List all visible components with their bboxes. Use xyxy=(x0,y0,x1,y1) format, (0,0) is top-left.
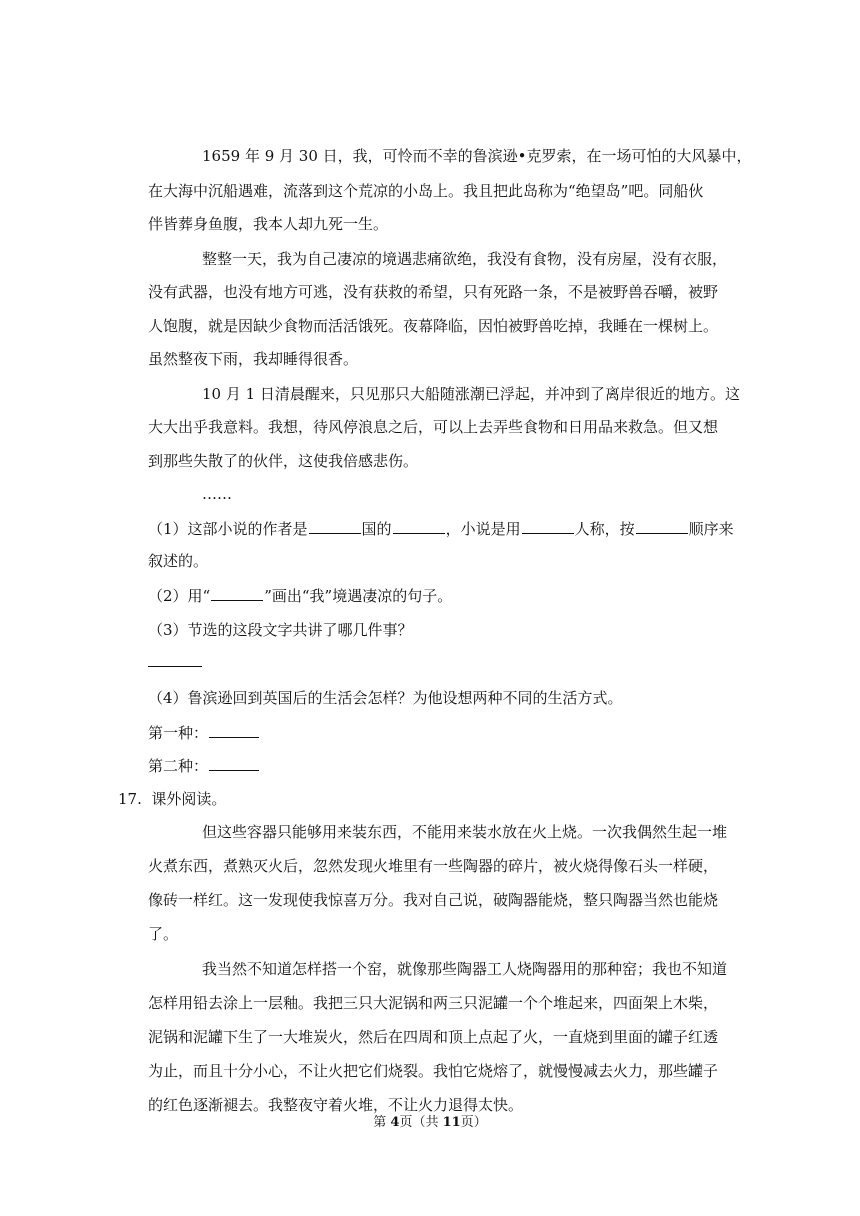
question-4: （4）鲁滨逊回到英国后的生活会怎样？为他设想两种不同的生活方式。 xyxy=(148,689,623,707)
question-2 xyxy=(148,585,452,606)
question-text: （1）这部小说的作者是 xyxy=(148,520,308,538)
passage-line: 大大出乎我意料。我想，待风停浪息之后，可以上去弄些食物和日用品来救急。但又想 xyxy=(148,418,719,436)
question-3: （3）节选的这段文字共讲了哪几件事？ xyxy=(148,621,413,639)
passage-line: 火煮东西，煮熟灭火后，忽然发现火堆里有一些陶器的碎片，被火烧得像石头一样硬， xyxy=(148,857,719,875)
question-text: （2）用“ xyxy=(148,587,211,605)
passage-line: 没有武器，也没有地方可逃，没有获救的希望，只有死路一条，不是被野兽吞嚼，被野 xyxy=(148,283,719,301)
question-text: 国的 xyxy=(361,520,392,538)
question-text: ”画出“我”境遇凄凉的句子。 xyxy=(264,587,453,605)
passage-line: 泥锅和泥罐下生了一大堆炭火，然后在四周和顶上点起了火，一直烧到里面的罐子红透 xyxy=(148,1028,719,1046)
footer-text: 第 xyxy=(373,1115,391,1130)
answer-blank[interactable] xyxy=(209,755,259,771)
passage-line: 像砖一样红。这一发现使我惊喜万分。我对自己说，破陶器能烧，整只陶器当然也能烧 xyxy=(148,891,719,909)
page-footer xyxy=(0,1111,860,1130)
footer-text: 页） xyxy=(460,1115,487,1130)
question-1-continued: 叙述的。 xyxy=(148,552,209,570)
passage-line: 1659 年 9 月 30 日，我，可怜而不幸的鲁滨逊•克罗索，在一场可怕的大风暴中， xyxy=(202,147,752,165)
answer-second xyxy=(148,755,260,776)
passage-line: 人饱腹，就是因缺少食物而活活饿死。夜幕降临，因怕被野兽吃掉，我睡在一棵树上。 xyxy=(148,317,719,335)
answer-label: 第一种： xyxy=(148,724,209,742)
total-pages: 11 xyxy=(442,1115,461,1130)
passage-line: 但这些容器只能够用来装东西，不能用来装水放在火上烧。一次我偶然生起一堆 xyxy=(202,823,728,841)
passage-line: 了。 xyxy=(148,925,179,943)
passage-line: 在大海中沉船遇难，流落到这个荒凉的小岛上。我且把此岛称为“绝望岛”吧。同船伙 xyxy=(148,182,704,200)
answer-blank[interactable] xyxy=(636,518,688,534)
passage-line: 整整一天，我为自己凄凉的境遇悲痛欲绝，我没有食物，没有房屋，没有衣服， xyxy=(202,250,728,268)
question-text: 顺序来 xyxy=(688,520,734,538)
ellipsis: …… xyxy=(202,485,232,503)
passage-line: 虽然整夜下雨，我却睡得很香。 xyxy=(148,350,359,368)
passage-line: 我当然不知道怎样搭一个窑，就像那些陶器工人烧陶器用的那种窑；我也不知道 xyxy=(202,960,728,978)
answer-blank[interactable] xyxy=(211,585,263,601)
item-17-header xyxy=(118,789,226,809)
answer-blank[interactable] xyxy=(522,518,574,534)
question-text: 人称，按 xyxy=(574,520,635,538)
answer-blank[interactable] xyxy=(309,518,361,534)
item-title: 课外阅读。 xyxy=(151,790,227,808)
footer-text: 页（共 xyxy=(399,1115,443,1130)
question-text: ，小说是用 xyxy=(445,520,521,538)
item-number: 17. xyxy=(118,790,142,808)
passage-line: 为止，而且十分小心，不让火把它们烧裂。我怕它烧熔了，就慢慢减去火力，那些罐子 xyxy=(148,1062,719,1080)
answer-blank[interactable] xyxy=(393,518,445,534)
passage-line: 到那些失散了的伙伴，这使我倍感悲伤。 xyxy=(148,452,419,470)
answer-blank[interactable] xyxy=(148,666,202,667)
answer-label: 第二种： xyxy=(148,757,209,775)
passage-line: 10 月 1 日清晨醒来，只见那只大船随涨潮已浮起，并冲到了离岸很近的地方。这 xyxy=(202,385,740,403)
question-1 xyxy=(148,518,734,539)
passage-line: 的红色逐渐褪去。我整夜守着火堆，不让火力退得太快。 xyxy=(148,1096,524,1114)
passage-line: 伴皆葬身鱼腹，我本人却九死一生。 xyxy=(148,215,389,233)
page-number: 4 xyxy=(390,1115,400,1130)
answer-first xyxy=(148,722,260,743)
answer-blank[interactable] xyxy=(209,722,259,738)
passage-line: 怎样用铅去涂上一层釉。我把三只大泥锅和两三只泥罐一个个堆起来，四面架上木柴， xyxy=(148,994,719,1012)
